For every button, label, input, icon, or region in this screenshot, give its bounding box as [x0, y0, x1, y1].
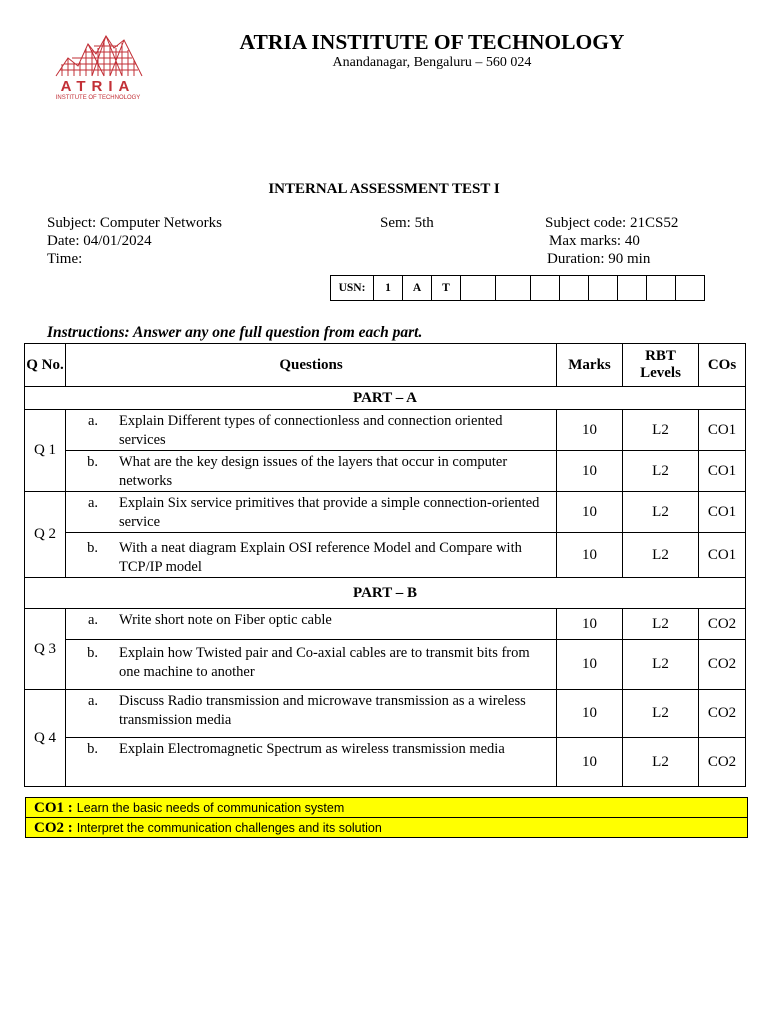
question-text: With a neat diagram Explain OSI reference Model and Compare with TCP/IP model	[119, 540, 522, 575]
question-text: Discuss Radio transmission and microwave transmission as a wireless transmission media	[119, 693, 526, 728]
co-cell: CO2	[699, 738, 746, 787]
header-rbt-levels: RBT Levels	[623, 344, 699, 387]
sem-label: Sem: 5th	[380, 215, 434, 231]
marks-cell: 10	[557, 609, 623, 640]
rbt-cell: L2	[623, 690, 699, 738]
subject-label: Subject: Computer Networks	[47, 215, 222, 231]
question-row	[25, 451, 746, 492]
course-outcome-row	[26, 798, 748, 818]
question-text: Explain Different types of connectionless and connection oriented services	[119, 413, 503, 448]
rbt-cell: L2	[623, 609, 699, 640]
item-letter: a.	[87, 693, 98, 709]
question-number: Q 4	[25, 690, 66, 787]
usn-box: 1	[374, 276, 403, 301]
marks-cell: 10	[557, 738, 623, 787]
co-description: Interpret the communication challenges and its solution	[76, 820, 382, 835]
question-number: Q 2	[25, 492, 66, 578]
usn-box	[496, 276, 531, 301]
time-label: Time:	[47, 251, 83, 267]
co-cell: CO2	[699, 640, 746, 690]
item-letter: a.	[87, 413, 98, 429]
questions-table	[24, 343, 746, 787]
usn-box	[589, 276, 618, 301]
question-row	[25, 690, 746, 738]
subject-code-label: Subject code: 21CS52	[545, 215, 679, 231]
part-b-heading: PART – B	[25, 578, 746, 609]
co-cell: CO1	[699, 492, 746, 533]
question-row	[25, 640, 746, 690]
co-cell: CO1	[699, 410, 746, 451]
usn-box	[461, 276, 496, 301]
co-cell: CO1	[699, 451, 746, 492]
item-letter: a.	[87, 612, 98, 628]
usn-box	[647, 276, 676, 301]
question-text: Write short note on Fiber optic cable	[119, 612, 332, 628]
usn-box: T	[432, 276, 461, 301]
part-a-heading: PART – A	[25, 387, 746, 410]
marks-cell: 10	[557, 451, 623, 492]
question-row	[25, 410, 746, 451]
item-letter: b.	[87, 540, 98, 556]
co-key: CO2 :	[34, 819, 73, 836]
rbt-cell: L2	[623, 640, 699, 690]
course-outcome-row	[26, 818, 748, 838]
item-letter: b.	[87, 741, 98, 757]
co-cell: CO1	[699, 533, 746, 578]
question-text: Explain Electromagnetic Spectrum as wireless transmission media	[119, 741, 505, 757]
marks-cell: 10	[557, 640, 623, 690]
rbt-cell: L2	[623, 533, 699, 578]
marks-cell: 10	[557, 492, 623, 533]
header-questions: Questions	[66, 344, 557, 387]
rbt-cell: L2	[623, 738, 699, 787]
item-letter: b.	[87, 645, 98, 661]
co-cell: CO2	[699, 690, 746, 738]
question-number: Q 1	[25, 410, 66, 492]
usn-box	[618, 276, 647, 301]
logo-subtitle: INSTITUTE OF TECHNOLOGY	[55, 95, 141, 101]
rbt-cell: L2	[623, 451, 699, 492]
question-row	[25, 609, 746, 640]
question-text: What are the key design issues of the layers that occur in computer networks	[119, 454, 508, 489]
rbt-cell: L2	[623, 492, 699, 533]
question-number: Q 3	[25, 609, 66, 690]
rbt-cell: L2	[623, 410, 699, 451]
institute-name: ATRIA INSTITUTE OF TECHNOLOGY	[239, 30, 625, 54]
usn-box: A	[403, 276, 432, 301]
question-row	[25, 492, 746, 533]
question-row	[25, 533, 746, 578]
header-marks: Marks	[557, 344, 623, 387]
usn-box	[676, 276, 705, 301]
question-row	[25, 738, 746, 787]
question-text: Explain how Twisted pair and Co-axial cables are to transmit bits from one machine to another	[119, 645, 530, 680]
question-text: Explain Six service primitives that provide a simple connection-oriented service	[119, 495, 540, 530]
usn-box	[531, 276, 560, 301]
item-letter: a.	[87, 495, 98, 511]
header-qno: Q No.	[25, 344, 66, 387]
item-letter: b.	[87, 454, 98, 470]
course-outcomes-table	[25, 797, 748, 838]
usn-label: USN:	[331, 276, 374, 301]
date-label: Date: 04/01/2024	[47, 233, 152, 249]
marks-cell: 10	[557, 690, 623, 738]
duration-label: Duration: 90 min	[547, 251, 651, 267]
institute-address: Anandanagar, Bengaluru – 560 024	[332, 55, 532, 70]
instructions: Instructions: Answer any one full question from each part.	[47, 324, 423, 341]
co-cell: CO2	[699, 609, 746, 640]
marks-cell: 10	[557, 410, 623, 451]
test-title: INTERNAL ASSESSMENT TEST I	[268, 181, 500, 197]
header-cos: COs	[699, 344, 746, 387]
max-marks-label: Max marks: 40	[549, 233, 640, 249]
logo-wordmark: ATRIA	[60, 78, 136, 95]
co-key: CO1 :	[34, 799, 73, 816]
usn-box	[560, 276, 589, 301]
marks-cell: 10	[557, 533, 623, 578]
co-description: Learn the basic needs of communication system	[76, 800, 345, 815]
usn-grid	[330, 275, 705, 301]
